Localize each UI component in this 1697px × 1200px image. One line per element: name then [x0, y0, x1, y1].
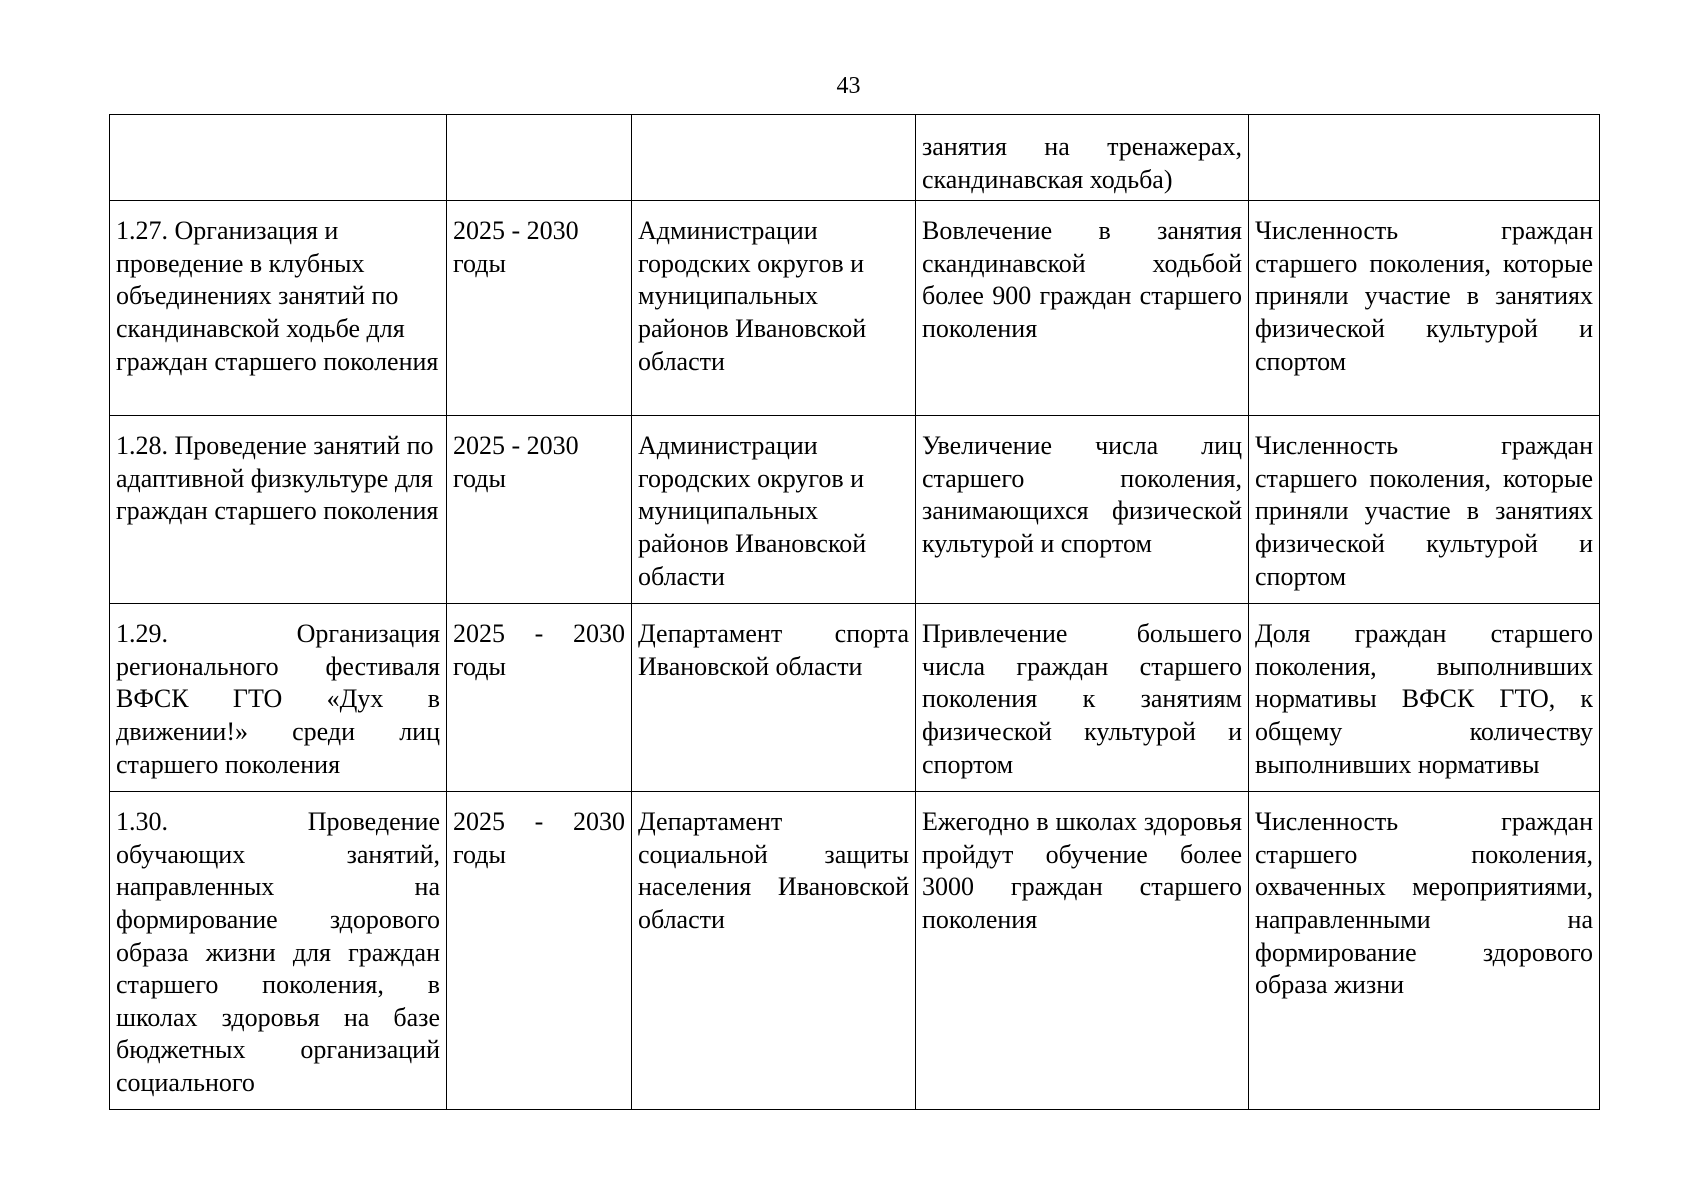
table-row — [110, 115, 1600, 201]
cell-executor: Департамент социальной защиты населения Ивановской области — [632, 792, 916, 1110]
cell-period: 2025 - 2030 годы — [447, 792, 632, 1110]
table-row — [110, 201, 1600, 416]
cell-executor: Администрации городских округов и муниципальных районов Ивановской области — [632, 416, 916, 604]
table-row — [110, 604, 1600, 792]
cell-period: 2025 - 2030 годы — [447, 416, 632, 604]
cell-measure-name — [110, 115, 447, 201]
cell-period: 2025 - 2030 годы — [447, 604, 632, 792]
cell-period — [447, 115, 632, 201]
cell-expected-result: Ежегодно в школах здоровья пройдут обучение более 3000 граждан старшего поколения — [916, 792, 1249, 1110]
cell-executor — [632, 115, 916, 201]
cell-indicator: Численность граждан старшего поколения, охваченных мероприятиями, направленными на формирование здорового образа жизни — [1249, 792, 1600, 1110]
table-row — [110, 416, 1600, 604]
cell-expected-result: Вовлечение в занятия скандинавской ходьбой более 900 граждан старшего поколения — [916, 201, 1249, 416]
cell-expected-result: занятия на тренажерах, скандинавская ходьба) — [916, 115, 1249, 201]
cell-indicator: Численность граждан старшего поколения, которые приняли участие в занятиях физической культурой и спортом — [1249, 201, 1600, 416]
measures-table — [109, 114, 1600, 1110]
cell-measure-name: 1.28. Проведение занятий по адаптивной физкультуре для граждан старшего поколения — [110, 416, 447, 604]
cell-expected-result: Привлечение большего числа граждан старшего поколения к занятиям физической культурой и спортом — [916, 604, 1249, 792]
cell-indicator — [1249, 115, 1600, 201]
cell-expected-result: Увеличение числа лиц старшего поколения, занимающихся физической культурой и спортом — [916, 416, 1249, 604]
cell-measure-name: 1.27. Организация и проведение в клубных объединениях занятий по скандинавской ходьбе для граждан старшего поколения — [110, 201, 447, 416]
cell-period: 2025 - 2030 годы — [447, 201, 632, 416]
cell-indicator: Доля граждан старшего поколения, выполнивших нормативы ВФСК ГТО, к общему количеству выполнивших нормативы — [1249, 604, 1600, 792]
page-number: 43 — [836, 73, 861, 99]
cell-measure-name: 1.30. Проведение обучающих занятий, направленных на формирование здорового образа жизни для граждан старшего поколения, в школах здоровья на базе бюджетных организаций социального — [110, 792, 447, 1110]
cell-executor: Департамент спорта Ивановской области — [632, 604, 916, 792]
cell-measure-name: 1.29. Организация регионального фестиваля ВФСК ГТО «Дух в движении!» среди лиц старшего поколения — [110, 604, 447, 792]
cell-indicator: Численность граждан старшего поколения, которые приняли участие в занятиях физической культурой и спортом — [1249, 416, 1600, 604]
cell-executor: Администрации городских округов и муниципальных районов Ивановской области — [632, 201, 916, 416]
table-row — [110, 792, 1600, 1110]
